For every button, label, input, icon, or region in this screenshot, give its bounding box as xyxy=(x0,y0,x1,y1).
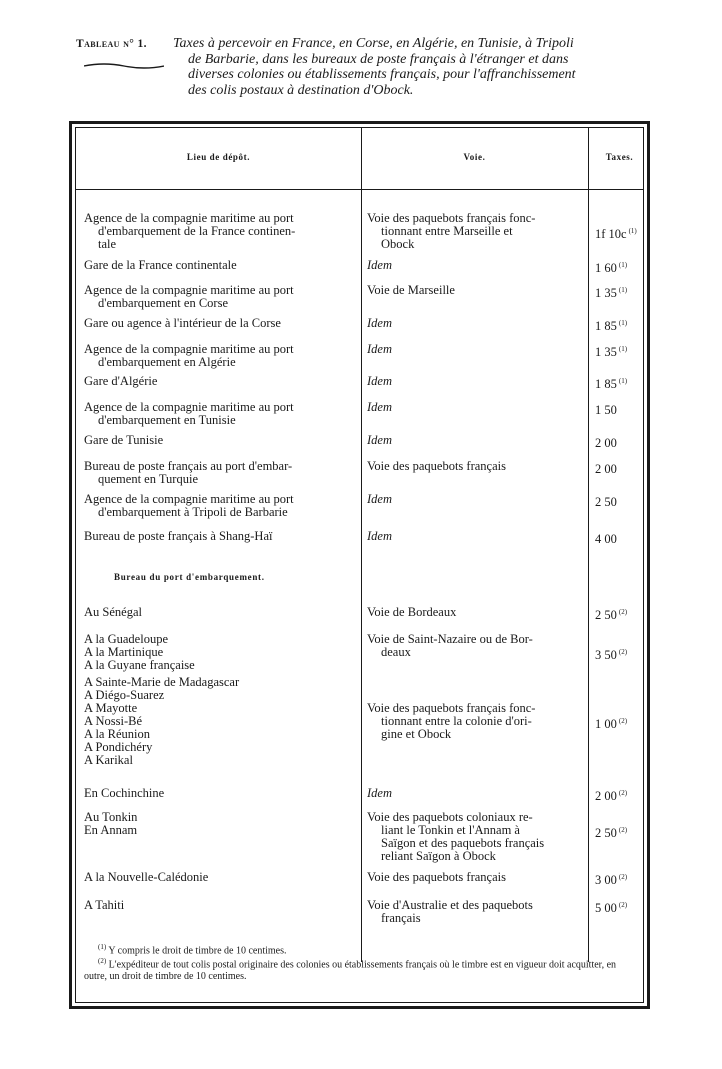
footnote-text: L'expéditeur de tout colis postal originaire des colonies ou établissements français où le timbre est en vigueur doit acquitter, en outre, un droit de timbre de 10 centimes. xyxy=(84,959,617,982)
cell-taxe xyxy=(589,530,655,546)
cell-voie xyxy=(367,284,585,297)
cell-lieu xyxy=(84,899,358,912)
cell-voie xyxy=(367,606,585,619)
lieu-line: Gare de Tunisie xyxy=(84,433,164,447)
voie-line: Saïgon et des paquebots français xyxy=(381,836,545,850)
voie-line: Voie d'Australie et des paquebots xyxy=(367,898,533,912)
lieu-line: En Cochinchine xyxy=(84,786,165,800)
cell-voie xyxy=(367,633,585,659)
cell-voie xyxy=(367,530,585,543)
cell-lieu xyxy=(84,633,358,672)
title-line: de Barbarie, dans les bureaux de poste français à l'étranger et dans xyxy=(188,51,569,67)
cell-voie xyxy=(367,811,585,863)
cell-taxe xyxy=(589,715,655,731)
cell-lieu xyxy=(84,317,358,330)
cell-taxe xyxy=(589,401,655,417)
cell-voie xyxy=(367,212,585,251)
voie-line: Idem xyxy=(367,786,392,800)
lieu-line: Gare ou agence à l'intérieur de la Corse xyxy=(84,316,281,330)
title-line: des colis postaux à destination d'Obock. xyxy=(188,82,414,98)
voie-line: liant le Tonkin et l'Annam à xyxy=(381,823,520,837)
taxe-value: 2 00 xyxy=(595,436,617,450)
cell-taxe xyxy=(589,375,655,391)
cell-lieu xyxy=(84,676,358,767)
footnote-ref: (2) xyxy=(618,648,628,656)
taxe-value: 3 00 xyxy=(595,873,617,887)
voie-line: français xyxy=(381,911,421,925)
cell-taxe xyxy=(589,899,655,915)
lieu-line: Agence de la compagnie maritime au port xyxy=(84,400,294,414)
lieu-line: d'embarquement en Algérie xyxy=(98,355,236,369)
lieu-line: Bureau de poste français à Shang-Haï xyxy=(84,529,273,543)
cell-taxe xyxy=(589,259,655,275)
tariff-table xyxy=(75,127,644,1003)
taxe-value: 2 50 xyxy=(595,608,617,622)
voie-line: Voie des paquebots français fonc- xyxy=(367,211,536,225)
column-divider xyxy=(361,128,362,962)
lieu-line: Au Sénégal xyxy=(84,605,142,619)
cell-lieu xyxy=(84,401,358,427)
lieu-line: quement en Turquie xyxy=(98,472,198,486)
cell-voie xyxy=(367,702,585,741)
cell-taxe xyxy=(589,225,655,241)
voie-line: Idem xyxy=(367,492,392,506)
lieu-line: A la Nouvelle-Calédonie xyxy=(84,870,209,884)
voie-line: Voie de Saint-Nazaire ou de Bor- xyxy=(367,632,533,646)
cell-lieu xyxy=(84,871,358,884)
lieu-line: Agence de la compagnie maritime au port xyxy=(84,492,294,506)
lieu-line: A la Guadeloupe xyxy=(84,632,169,646)
taxe-value: 2 00 xyxy=(595,462,617,476)
cell-voie xyxy=(367,317,585,330)
taxe-value: 1 35 xyxy=(595,286,617,300)
voie-line: tionnant entre la colonie d'ori- xyxy=(381,714,532,728)
taxe-value: 1 35 xyxy=(595,345,617,359)
voie-line: Voie des paquebots français xyxy=(367,870,506,884)
lieu-line: A Karikal xyxy=(84,753,133,767)
lieu-line: Agence de la compagnie maritime au port xyxy=(84,283,294,297)
title-line: diverses colonies ou établissements français, pour l'affranchissement xyxy=(188,67,576,82)
lieu-line: d'embarquement en Corse xyxy=(98,296,228,310)
taxe-value: 4 00 xyxy=(595,532,617,546)
voie-line: Obock xyxy=(381,237,415,251)
voie-line: Voie des paquebots français xyxy=(367,459,506,473)
footnote-text: Y compris le droit de timbre de 10 centimes. xyxy=(108,945,287,957)
cell-lieu xyxy=(84,212,358,251)
cell-taxe xyxy=(589,787,655,803)
lieu-line: Au Tonkin xyxy=(84,810,138,824)
cell-voie xyxy=(367,343,585,356)
header-voie: Voie. xyxy=(463,152,486,162)
header-lieu: Lieu de dépôt. xyxy=(186,152,251,162)
lieu-line: A la Réunion xyxy=(84,727,150,741)
cell-voie xyxy=(367,434,585,447)
table-title xyxy=(173,36,668,98)
footnote-1 xyxy=(84,942,629,956)
voie-line: deaux xyxy=(381,645,411,659)
lieu-line: A Pondichéry xyxy=(84,740,153,754)
taxe-value: 1 50 xyxy=(595,403,617,417)
voie-line: Voie des paquebots français fonc- xyxy=(367,701,536,715)
footnote-mark: (2) xyxy=(98,957,107,966)
taxe-value: 1 00 xyxy=(595,717,617,731)
lieu-line: Bureau de poste français au port d'embar- xyxy=(84,459,293,473)
footnote-ref: (1) xyxy=(618,319,628,327)
lieu-line: A Tahiti xyxy=(84,898,125,912)
voie-line: Idem xyxy=(367,342,392,356)
cell-taxe xyxy=(589,460,655,476)
cell-lieu xyxy=(84,460,358,486)
cell-lieu xyxy=(84,259,358,272)
taxe-value: 2 50 xyxy=(595,495,617,509)
taxe-value: 2 50 xyxy=(595,826,617,840)
cell-lieu xyxy=(84,434,358,447)
cell-voie xyxy=(367,460,585,473)
footnote-mark: (1) xyxy=(98,943,107,951)
cell-taxe xyxy=(589,824,655,840)
taxe-value: 1 60 xyxy=(595,261,617,275)
section-label: Bureau du port d'embarquement. xyxy=(114,572,265,582)
lieu-line: tale xyxy=(98,237,117,251)
voie-line: Idem xyxy=(367,316,392,330)
cell-voie xyxy=(367,375,585,388)
taxe-value: 2 00 xyxy=(595,789,617,803)
taxe-value: 1f 10c xyxy=(595,227,627,241)
lieu-line: Gare d'Algérie xyxy=(84,374,158,388)
cell-taxe xyxy=(589,343,655,359)
footnote-ref: (2) xyxy=(618,873,628,881)
cell-taxe xyxy=(589,871,655,887)
taxe-value: 3 50 xyxy=(595,648,617,662)
cell-taxe xyxy=(589,606,655,622)
cell-voie xyxy=(367,259,585,272)
cell-voie xyxy=(367,871,585,884)
voie-line: Idem xyxy=(367,433,392,447)
lieu-line: Agence de la compagnie maritime au port xyxy=(84,211,294,225)
footnote-ref: (2) xyxy=(618,608,628,616)
taxe-value: 1 85 xyxy=(595,377,617,391)
title-line: Taxes à percevoir en France, en Corse, en Algérie, en Tunisie, à Tripoli xyxy=(173,36,574,51)
cell-lieu xyxy=(84,606,358,619)
voie-line: Idem xyxy=(367,529,392,543)
lieu-line: A la Martinique xyxy=(84,645,164,659)
cell-taxe xyxy=(589,284,655,300)
voie-line: reliant Saïgon à Obock xyxy=(381,849,496,863)
taxe-value: 1 85 xyxy=(595,319,617,333)
lieu-line: A Mayotte xyxy=(84,701,138,715)
cell-taxe xyxy=(589,434,655,450)
lieu-line: d'embarquement de la France continen- xyxy=(98,224,296,238)
cell-lieu xyxy=(84,530,358,543)
lieu-line: d'embarquement en Tunisie xyxy=(98,413,236,427)
voie-line: Voie des paquebots coloniaux re- xyxy=(367,810,533,824)
cell-voie xyxy=(367,899,585,925)
cell-taxe xyxy=(589,646,655,662)
voie-line: gine et Obock xyxy=(381,727,452,741)
footnote-ref: (2) xyxy=(618,901,628,909)
footnotes xyxy=(84,942,629,982)
lieu-line: En Annam xyxy=(84,823,138,837)
cell-lieu xyxy=(84,811,358,837)
footnote-ref: (2) xyxy=(618,826,628,834)
cell-lieu xyxy=(84,493,358,519)
cell-taxe xyxy=(589,493,655,509)
lieu-line: A Nossi-Bé xyxy=(84,714,142,728)
cell-voie xyxy=(367,787,585,800)
voie-line: Voie de Marseille xyxy=(367,283,455,297)
table-frame xyxy=(69,121,650,1009)
cell-voie xyxy=(367,401,585,414)
table-number: Tableau n° 1. xyxy=(76,38,147,50)
footnote-ref: (1) xyxy=(618,345,628,353)
footnote-ref: (1) xyxy=(618,377,628,385)
footnote-ref: (1) xyxy=(618,261,628,269)
ornamental-rule xyxy=(84,62,164,70)
voie-line: Voie de Bordeaux xyxy=(367,605,457,619)
voie-line: Idem xyxy=(367,374,392,388)
header-taxes: Taxes. xyxy=(605,152,634,162)
cell-taxe xyxy=(589,317,655,333)
voie-line: Idem xyxy=(367,400,392,414)
lieu-line: A Diégo-Suarez xyxy=(84,688,165,702)
footnote-ref: (1) xyxy=(618,286,628,294)
lieu-line: Gare de la France continentale xyxy=(84,258,237,272)
footnote-ref: (1) xyxy=(628,227,637,235)
taxe-value: 5 00 xyxy=(595,901,617,915)
voie-line: tionnant entre Marseille et xyxy=(381,224,513,238)
lieu-line: d'embarquement à Tripoli de Barbarie xyxy=(98,505,288,519)
voie-line: Idem xyxy=(367,258,392,272)
footnote-2 xyxy=(84,956,629,981)
cell-voie xyxy=(367,493,585,506)
cell-lieu xyxy=(84,375,358,388)
footnote-ref: (2) xyxy=(618,789,628,797)
lieu-line: Agence de la compagnie maritime au port xyxy=(84,342,294,356)
cell-lieu xyxy=(84,284,358,310)
cell-lieu xyxy=(84,787,358,800)
lieu-line: A la Guyane française xyxy=(84,658,195,672)
lieu-line: A Sainte-Marie de Madagascar xyxy=(84,675,240,689)
header-rule xyxy=(76,189,643,190)
cell-lieu xyxy=(84,343,358,369)
footnote-ref: (2) xyxy=(618,717,628,725)
